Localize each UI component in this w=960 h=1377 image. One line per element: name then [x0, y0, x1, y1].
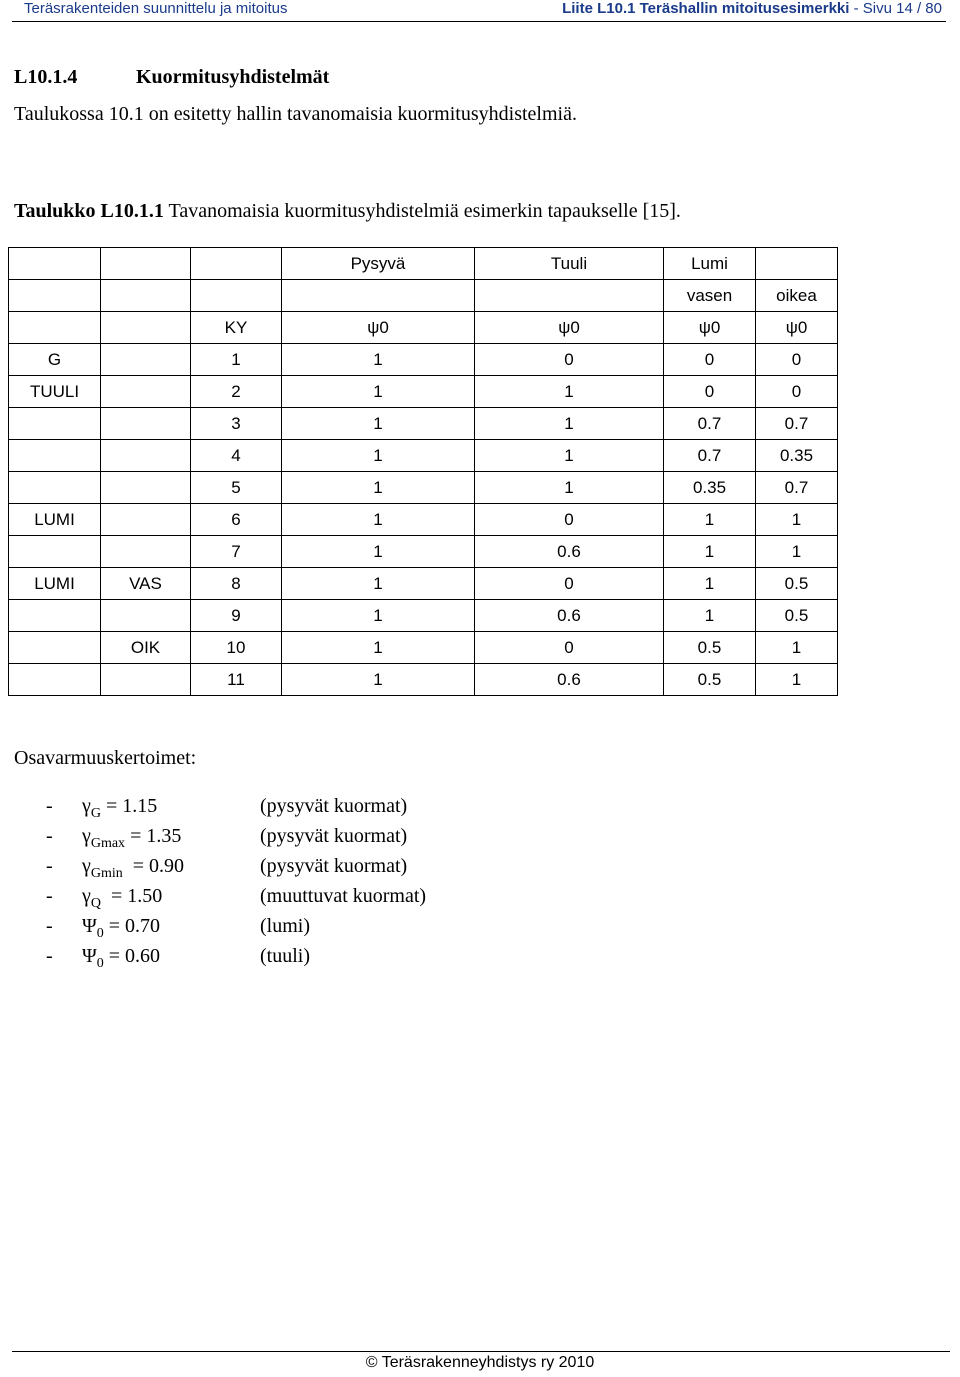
factor-symbol-letter: γ: [82, 885, 91, 907]
table-cell: 0.5: [756, 600, 838, 632]
table-cell: ψ0: [282, 312, 475, 344]
intro-paragraph: Taulukossa 10.1 on esitetty hallin tavanomaisia kuormitusyhdistelmiä.: [14, 103, 577, 125]
factor-value: = 1.50: [100, 885, 163, 907]
factor-symbol: [82, 885, 162, 912]
factor-value: = 1.15: [100, 795, 158, 817]
table-cell: 0.7: [664, 440, 756, 472]
factor-symbol: [82, 915, 160, 942]
section-number: L10.1.4: [14, 66, 78, 88]
table-cell: [475, 280, 664, 312]
section-heading: [14, 66, 329, 89]
header-appendix: [562, 0, 942, 17]
table-cell: 1: [475, 376, 664, 408]
factor-symbol: [82, 855, 184, 882]
table-cell: KY: [191, 312, 282, 344]
factor-symbol-letter: γ: [82, 855, 91, 877]
table-row: [9, 568, 838, 600]
table-cell: [101, 536, 191, 568]
table-cell: 1: [475, 408, 664, 440]
table-cell: 1: [664, 536, 756, 568]
section-title: Kuormitusyhdistelmät: [136, 66, 330, 88]
table-cell: [101, 664, 191, 696]
table-cell: 0: [756, 344, 838, 376]
table-cell: 0.6: [475, 536, 664, 568]
table-cell: 1: [756, 664, 838, 696]
list-dash: -: [46, 885, 53, 907]
table-cell: 1: [282, 568, 475, 600]
table-cell: [191, 248, 282, 280]
factor-subscript: 0: [96, 956, 104, 971]
table-cell: 0: [664, 344, 756, 376]
table-cell: 1: [282, 632, 475, 664]
factor-description: (pysyvät kuormat): [260, 855, 408, 877]
table-row: [9, 376, 838, 408]
table-cell: 0: [756, 376, 838, 408]
table-cell: 1: [282, 536, 475, 568]
table-cell: 0.7: [756, 472, 838, 504]
table-cell: 6: [191, 504, 282, 536]
table-cell: 0.7: [664, 408, 756, 440]
factor-description: (tuuli): [260, 945, 310, 967]
table-cell: 9: [191, 600, 282, 632]
factor-value: = 0.90: [122, 855, 185, 877]
table-cell: 0: [664, 376, 756, 408]
table-cell: [101, 280, 191, 312]
table-cell: 0.5: [664, 632, 756, 664]
table-cell: 8: [191, 568, 282, 600]
table-cell: [9, 440, 101, 472]
table-cell: G: [9, 344, 101, 376]
table-cell: [101, 312, 191, 344]
table-cell: 1: [664, 568, 756, 600]
factor-symbol-letter: γ: [82, 825, 91, 847]
table-cell: 3: [191, 408, 282, 440]
list-dash: -: [46, 945, 53, 967]
table-row: [9, 440, 838, 472]
page-footer: © Teräsrakenneyhdistys ry 2010: [365, 1354, 595, 1371]
factor-value: = 0.60: [103, 945, 161, 967]
table-cell: 11: [191, 664, 282, 696]
table-cell: 1: [282, 664, 475, 696]
factor-description: (lumi): [260, 915, 310, 937]
table-cell: 5: [191, 472, 282, 504]
footer-divider: [12, 1351, 950, 1352]
table-cell: 0.35: [664, 472, 756, 504]
table-cell: oikea: [756, 280, 838, 312]
factor-symbol-letter: Ψ: [82, 945, 97, 967]
table-cell: LUMI: [9, 568, 101, 600]
factor-symbol: [82, 825, 181, 852]
table-cell: OIK: [101, 632, 191, 664]
table-cell: 0.5: [756, 568, 838, 600]
table-row: [9, 472, 838, 504]
factor-symbol-letter: Ψ: [82, 915, 97, 937]
table-cell: 1: [282, 344, 475, 376]
table-row: [9, 344, 838, 376]
table-row: [9, 632, 838, 664]
factor-subscript: Q: [90, 896, 101, 911]
table-cell: 0: [475, 344, 664, 376]
table-cell: ψ0: [756, 312, 838, 344]
table-cell: TUULI: [9, 376, 101, 408]
table-cell: [9, 280, 101, 312]
table-cell: 2: [191, 376, 282, 408]
table-caption-text: Tavanomaisia kuormitusyhdistelmiä esimerkin tapaukselle [15].: [163, 200, 681, 222]
table-row: [9, 600, 838, 632]
header-appendix-title: Liite L10.1 Teräshallin mitoitusesimerkki: [562, 0, 850, 17]
table-cell: VAS: [101, 568, 191, 600]
table-cell: 1: [664, 600, 756, 632]
table-cell: [101, 344, 191, 376]
table-cell: 0: [475, 504, 664, 536]
table-cell: 1: [282, 408, 475, 440]
table-row: [9, 280, 838, 312]
table-cell: [9, 408, 101, 440]
list-dash: -: [46, 915, 53, 937]
table-cell: [756, 248, 838, 280]
factor-subscript: G: [90, 806, 101, 821]
table-cell: 4: [191, 440, 282, 472]
table-row: [9, 536, 838, 568]
factor-description: (pysyvät kuormat): [260, 795, 408, 817]
table-row: [9, 408, 838, 440]
factor-subscript: 0: [96, 926, 104, 941]
factor-value: = 0.70: [103, 915, 161, 937]
table-cell: ψ0: [664, 312, 756, 344]
table-cell: 7: [191, 536, 282, 568]
table-cell: 1: [664, 504, 756, 536]
table-cell: 1: [756, 632, 838, 664]
factor-description: (pysyvät kuormat): [260, 825, 408, 847]
table-cell: Pysyvä: [282, 248, 475, 280]
table-cell: ψ0: [475, 312, 664, 344]
list-dash: -: [46, 795, 53, 817]
partial-factors-title: Osavarmuuskertoimet:: [14, 747, 197, 769]
factor-symbol: [82, 945, 160, 972]
table-cell: 0.5: [664, 664, 756, 696]
list-dash: -: [46, 855, 53, 877]
table-cell: vasen: [664, 280, 756, 312]
table-cell: 0.35: [756, 440, 838, 472]
factor-value: = 1.35: [125, 825, 182, 847]
page-header: [12, 0, 946, 22]
factor-symbol-letter: γ: [82, 795, 91, 817]
table-cell: [282, 280, 475, 312]
load-combination-table: [8, 247, 838, 696]
table-cell: [9, 312, 101, 344]
table-cell: [9, 600, 101, 632]
table-cell: 1: [475, 440, 664, 472]
table-cell: [9, 632, 101, 664]
table-cell: 0: [475, 632, 664, 664]
header-document-title: Teräsrakenteiden suunnittelu ja mitoitus: [24, 0, 288, 17]
list-dash: -: [46, 825, 53, 847]
table-cell: 0.7: [756, 408, 838, 440]
table-cell: 1: [756, 504, 838, 536]
table-cell: [9, 248, 101, 280]
table-cell: [9, 472, 101, 504]
table-cell: [101, 408, 191, 440]
table-cell: 1: [191, 344, 282, 376]
table-cell: [101, 440, 191, 472]
table-cell: [101, 472, 191, 504]
table-cell: 1: [475, 472, 664, 504]
table-cell: Lumi: [664, 248, 756, 280]
table-row: [9, 664, 838, 696]
table-cell: [101, 376, 191, 408]
table-cell: 10: [191, 632, 282, 664]
table-cell: 1: [282, 376, 475, 408]
factor-symbol: [82, 795, 157, 822]
table-cell: 0.6: [475, 664, 664, 696]
table-caption-label: Taulukko L10.1.1: [14, 200, 164, 222]
factor-description: (muuttuvat kuormat): [260, 885, 427, 907]
table-cell: 1: [282, 600, 475, 632]
table-cell: 1: [282, 440, 475, 472]
table-cell: [9, 664, 101, 696]
table-cell: 1: [282, 504, 475, 536]
header-page-number: - Sivu 14 / 80: [849, 0, 942, 17]
table-cell: [101, 248, 191, 280]
factor-subscript: Gmin: [90, 866, 123, 881]
table-cell: Tuuli: [475, 248, 664, 280]
table-cell: 1: [282, 472, 475, 504]
table-cell: 0.6: [475, 600, 664, 632]
table-cell: 0: [475, 568, 664, 600]
table-row: [9, 504, 838, 536]
table-caption: [14, 200, 681, 223]
table-cell: 1: [756, 536, 838, 568]
table-cell: LUMI: [9, 504, 101, 536]
factor-subscript: Gmax: [90, 836, 126, 851]
table-row: [9, 248, 838, 280]
table-cell: [101, 504, 191, 536]
table-cell: [101, 600, 191, 632]
table-cell: [9, 536, 101, 568]
table-row: [9, 312, 838, 344]
table-cell: [191, 280, 282, 312]
